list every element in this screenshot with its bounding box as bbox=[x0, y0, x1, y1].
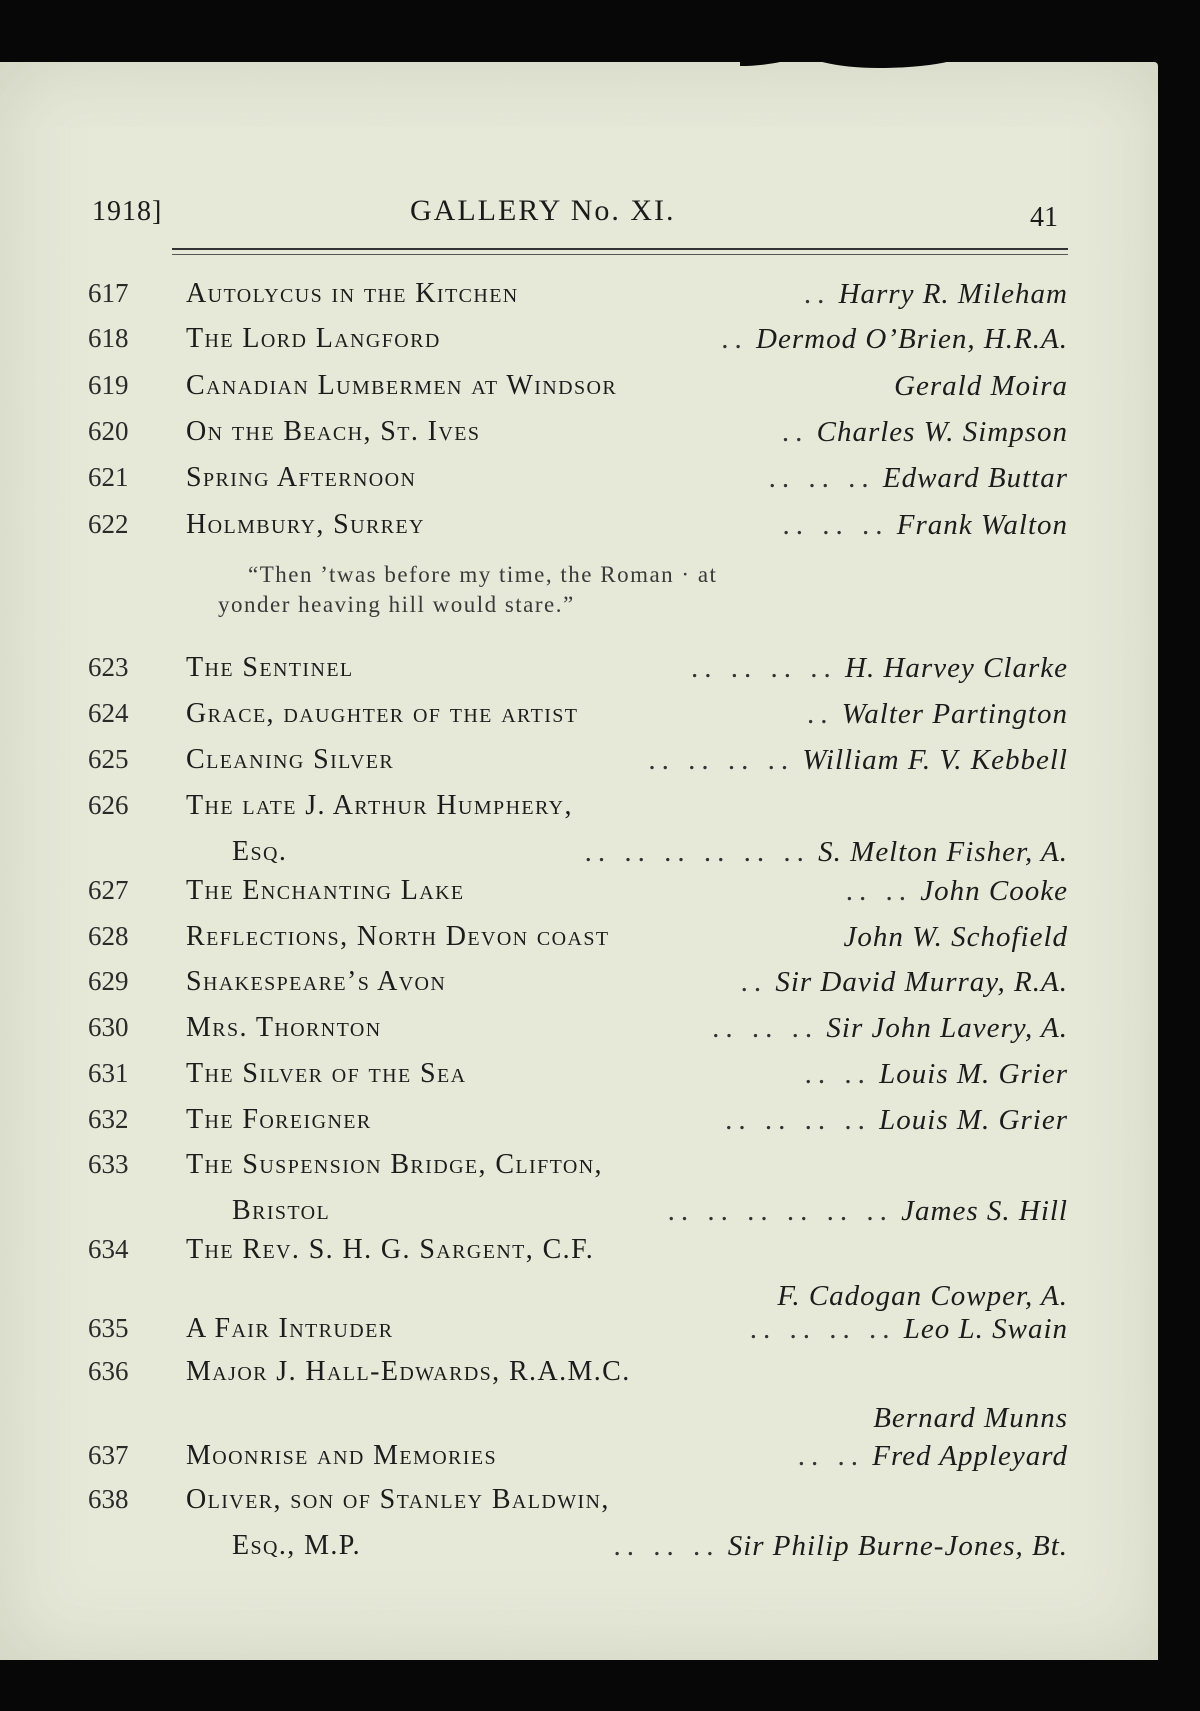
catalogue-entry bbox=[0, 1356, 1158, 1434]
catalogue-entry bbox=[0, 1484, 1158, 1562]
entry-artist bbox=[807, 698, 1068, 731]
dot-leader: .. .. .. .. .. .. bbox=[584, 836, 810, 868]
entry-artist bbox=[804, 278, 1068, 311]
artist-name: Gerald Moira bbox=[894, 370, 1068, 402]
catalogue-entry bbox=[0, 323, 1158, 369]
entry-title: Autolycus in the Kitchen bbox=[186, 278, 519, 309]
entry-artist bbox=[668, 1195, 1068, 1228]
catalogue-entry bbox=[0, 462, 1158, 508]
quote-line: “Then ’twas before my time, the Roman · at bbox=[248, 562, 718, 587]
artist-name: John W. Schofield bbox=[843, 921, 1068, 953]
entry-number: 617 bbox=[88, 278, 129, 308]
entry-artist bbox=[783, 509, 1068, 542]
entry-title: Spring Afternoon bbox=[186, 462, 417, 493]
dot-leader: .. bbox=[807, 698, 834, 730]
entry-title-continued: Esq., M.P. bbox=[232, 1530, 362, 1561]
header-year: 1918] bbox=[92, 196, 163, 227]
entry-title: Grace, daughter of the artist bbox=[186, 698, 579, 729]
entry-artist bbox=[691, 652, 1068, 685]
entry-number: 629 bbox=[88, 966, 129, 996]
entry-title: The Lord Langford bbox=[186, 323, 441, 354]
entry-number: 627 bbox=[88, 875, 129, 905]
entry-number: 625 bbox=[88, 744, 129, 774]
entry-title: On the Beach, St. Ives bbox=[186, 416, 481, 447]
artist-name: William F. V. Kebbell bbox=[802, 744, 1068, 776]
artist-name: John Cooke bbox=[920, 875, 1068, 907]
entry-artist bbox=[777, 1280, 1068, 1313]
entry-artist bbox=[894, 370, 1068, 403]
entry-number: 634 bbox=[88, 1234, 129, 1264]
catalogue-entry bbox=[0, 416, 1158, 462]
artist-name: Louis M. Grier bbox=[879, 1058, 1068, 1090]
entry-title: The late J. Arthur Humphery, bbox=[186, 790, 573, 821]
dot-leader: .. bbox=[803, 278, 831, 310]
entry-title: Cleaning Silver bbox=[186, 744, 395, 775]
entry-title: Canadian Lumbermen at Windsor bbox=[186, 370, 618, 401]
entry-artist bbox=[769, 462, 1068, 495]
dot-leader: .. .. .. .. .. .. bbox=[667, 1195, 893, 1227]
entry-artist bbox=[741, 966, 1068, 999]
entry-title: The Suspension Bridge, Clifton, bbox=[186, 1149, 603, 1180]
artist-name: H. Harvey Clarke bbox=[845, 652, 1068, 684]
entry-artist bbox=[725, 1104, 1068, 1137]
catalogue-entry bbox=[0, 1104, 1158, 1150]
entry-artist bbox=[843, 921, 1068, 954]
entry-title: The Silver of the Sea bbox=[186, 1058, 467, 1089]
entry-number: 622 bbox=[88, 509, 129, 539]
artist-name: Louis M. Grier bbox=[879, 1104, 1068, 1136]
entry-number: 630 bbox=[88, 1012, 129, 1042]
dot-leader: .. .. bbox=[804, 1058, 871, 1090]
artist-name: Sir Philip Burne-Jones, Bt. bbox=[727, 1530, 1068, 1562]
artist-name: James S. Hill bbox=[901, 1195, 1068, 1227]
entry-artist bbox=[613, 1530, 1068, 1563]
dot-leader: .. bbox=[781, 416, 809, 448]
catalogue-entry bbox=[0, 1234, 1158, 1312]
catalogue-entry bbox=[0, 370, 1158, 416]
artist-name: Edward Buttar bbox=[882, 462, 1068, 494]
catalogue-entry bbox=[0, 509, 1158, 555]
catalogue-entry bbox=[0, 1058, 1158, 1104]
artist-name: S. Melton Fisher, A. bbox=[818, 836, 1068, 868]
catalogue-entry bbox=[0, 790, 1158, 868]
artist-name: Frank Walton bbox=[896, 509, 1068, 541]
entry-number: 638 bbox=[88, 1484, 129, 1514]
dot-leader: .. .. .. .. bbox=[648, 744, 795, 776]
catalogue-entry bbox=[0, 1149, 1158, 1227]
catalogue-entry bbox=[0, 1440, 1158, 1486]
entry-number: 628 bbox=[88, 921, 129, 951]
entry-title: The Foreigner bbox=[186, 1104, 372, 1135]
dot-leader: .. bbox=[740, 966, 768, 998]
entry-title: Shakespeare’s Avon bbox=[186, 966, 447, 997]
entry-number: 631 bbox=[88, 1058, 129, 1088]
catalogue-entry bbox=[0, 921, 1158, 967]
artist-name: Fred Appleyard bbox=[872, 1440, 1068, 1472]
catalogue-entry bbox=[0, 652, 1158, 698]
entry-title: Holmbury, Surrey bbox=[186, 509, 425, 540]
artist-name: Bernard Munns bbox=[873, 1402, 1068, 1434]
dot-leader: .. bbox=[721, 323, 748, 355]
entry-artist bbox=[750, 1313, 1068, 1346]
artist-name: F. Cadogan Cowper, A. bbox=[777, 1280, 1068, 1312]
entry-title: Mrs. Thornton bbox=[186, 1012, 382, 1043]
catalogue-entry bbox=[0, 698, 1158, 744]
entry-title: The Rev. S. H. G. Sargent, C.F. bbox=[186, 1234, 595, 1265]
entry-artist bbox=[712, 1012, 1068, 1045]
entry-artist bbox=[782, 416, 1068, 449]
quote-line: yonder heaving hill would stare.” bbox=[218, 592, 575, 617]
artist-name: Harry R. Mileham bbox=[838, 278, 1068, 310]
entry-artist bbox=[721, 323, 1068, 356]
artist-name: Leo L. Swain bbox=[903, 1313, 1068, 1345]
entry-artist bbox=[846, 875, 1068, 908]
entry-title: The Enchanting Lake bbox=[186, 875, 465, 906]
catalogue-entry bbox=[0, 744, 1158, 790]
entry-artist bbox=[585, 836, 1068, 869]
entry-artist bbox=[798, 1440, 1068, 1473]
catalogue-entry bbox=[0, 278, 1158, 324]
entry-title: Moonrise and Memories bbox=[186, 1440, 497, 1471]
artist-name: Charles W. Simpson bbox=[816, 416, 1068, 448]
catalogue-entry bbox=[0, 966, 1158, 1012]
dot-leader: .. .. .. bbox=[768, 462, 875, 494]
entry-number: 624 bbox=[88, 698, 129, 728]
dot-leader: .. .. bbox=[845, 875, 913, 907]
entry-number: 619 bbox=[88, 370, 129, 400]
entry-number: 637 bbox=[88, 1440, 129, 1470]
entry-number: 626 bbox=[88, 790, 129, 820]
dot-leader: .. .. .. .. bbox=[691, 652, 837, 684]
dot-leader: .. .. .. .. bbox=[749, 1313, 896, 1345]
artist-name: Sir David Murray, R.A. bbox=[775, 966, 1068, 998]
page-number: 41 bbox=[1030, 202, 1058, 233]
entry-title-continued: Bristol bbox=[232, 1195, 331, 1226]
entry-title: Reflections, North Devon coast bbox=[186, 921, 610, 952]
entry-number: 635 bbox=[88, 1313, 129, 1343]
entry-number: 633 bbox=[88, 1149, 129, 1179]
catalogue-entry bbox=[0, 875, 1158, 921]
entry-number: 618 bbox=[88, 323, 129, 353]
dot-leader: .. .. .. bbox=[712, 1012, 819, 1044]
dot-leader: .. .. .. .. bbox=[725, 1104, 871, 1136]
page-title: GALLERY No. XI. bbox=[410, 194, 676, 227]
entry-title: A Fair Intruder bbox=[186, 1313, 394, 1344]
dot-leader: .. .. bbox=[797, 1440, 864, 1472]
artist-name: Sir John Lavery, A. bbox=[826, 1012, 1068, 1044]
entry-number: 636 bbox=[88, 1356, 129, 1386]
catalogue-entry bbox=[0, 1012, 1158, 1058]
dot-leader: .. .. .. bbox=[613, 1530, 720, 1562]
catalogue-entry bbox=[0, 1313, 1158, 1359]
entry-number: 623 bbox=[88, 652, 129, 682]
entry-artist bbox=[805, 1058, 1068, 1091]
entry-title: Major J. Hall-Edwards, R.A.M.C. bbox=[186, 1356, 631, 1387]
entry-number: 632 bbox=[88, 1104, 129, 1134]
entry-title: The Sentinel bbox=[186, 652, 354, 683]
artist-name: Walter Partington bbox=[841, 698, 1068, 730]
entry-title-continued: Esq. bbox=[232, 836, 288, 867]
entry-number: 620 bbox=[88, 416, 129, 446]
entry-title: Oliver, son of Stanley Baldwin, bbox=[186, 1484, 610, 1515]
entry-number: 621 bbox=[88, 462, 129, 492]
artist-name: Dermod O’Brien, H.R.A. bbox=[756, 323, 1068, 355]
entry-artist bbox=[873, 1402, 1068, 1435]
dot-leader: .. .. .. bbox=[782, 509, 889, 541]
entry-artist bbox=[648, 744, 1068, 777]
